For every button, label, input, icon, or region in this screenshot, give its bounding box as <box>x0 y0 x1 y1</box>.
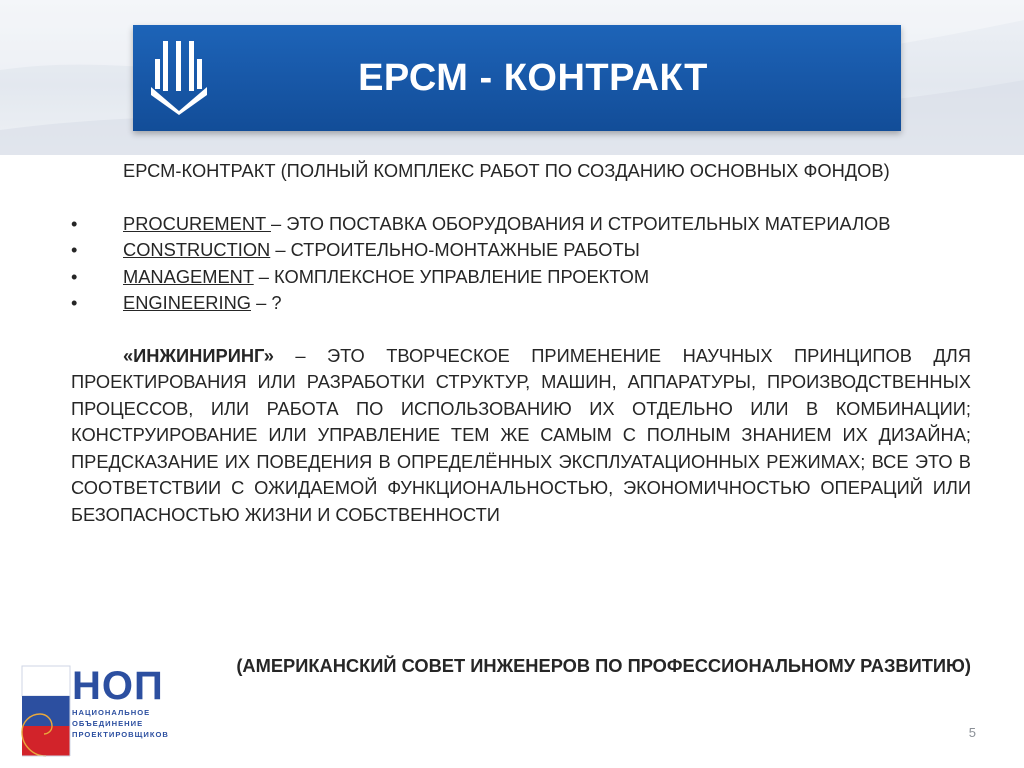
bullet-description: – СТРОИТЕЛЬНО-МОНТАЖНЫЕ РАБОТЫ <box>270 239 640 260</box>
nop-logo-line: ПРОЕКТИРОВЩИКОВ <box>72 730 169 739</box>
bullet-description: – ? <box>251 292 282 313</box>
bullet-description: – ЭТО ПОСТАВКА ОБОРУДОВАНИЯ И СТРОИТЕЛЬНЫХ МАТЕРИАЛОВ <box>270 212 891 234</box>
bullet-description: – КОМПЛЕКСНОЕ УПРАВЛЕНИЕ ПРОЕКТОМ <box>253 265 650 287</box>
definition-text: – ЭТО ТВОРЧЕСКОЕ ПРИМЕНЕНИЕ НАУЧНЫХ ПРИНЦИПОВ ДЛЯ ПРОЕКТИРОВАНИЯ ИЛИ РАЗРАБОТКИ СТРУКТУР, МАШИН, АППАРАТУРЫ, ПРОИЗВОДСТВЕННЫХ ПРОЦЕССОВ, ИЛИ РАБОТА ПО ИСПОЛЬЗОВАНИЮ ИХ ОТДЕЛЬНО ИЛИ В КОМБИНАЦИИ; КОНСТРУИРОВАНИЕ ИЛИ УПРАВЛЕНИЕ ТЕМ ЖЕ САМЫМ С ПОЛНЫМ ЗНАНИЕМ ИХ ДИЗАЙНА; ПРЕДСКАЗАНИЕ ИХ ПОВЕДЕНИЯ В ОПРЕДЕЛЁННЫХ ЭКСПЛУАТАЦИОННЫХ РЕЖИМАХ; ВСЕ ЭТО В СООТВЕТСТВИИ С ОЖИДАЕМОЙ ФУНКЦИОНАЛЬНОСТЬЮ, ЭКОНОМИЧНОСТЬЮ ОПЕРАЦИЙ ИЛИ БЕЗОПАСНОСТЬЮ ЖИЗНИ И СОБСТВЕННОСТИ <box>71 344 971 525</box>
nop-logo-abbr: НОП <box>72 664 164 708</box>
page-number: 5 <box>968 725 976 740</box>
nop-logo-caption <box>72 707 169 740</box>
definition-source: (АМЕРИКАНСКИЙ СОВЕТ ИНЖЕНЕРОВ ПО ПРОФЕССИОНАЛЬНОМУ РАЗВИТИЮ) <box>236 655 971 676</box>
bullet-marker: • <box>71 265 78 287</box>
bullet-procurement <box>71 211 971 238</box>
bullet-engineering <box>71 290 971 317</box>
slide-content <box>71 158 971 528</box>
title-banner <box>133 25 901 131</box>
nop-logo-line: НАЦИОНАЛЬНОЕ <box>72 708 151 717</box>
bullet-term: PROCUREMENT <box>123 212 271 234</box>
bullet-construction <box>71 237 971 264</box>
engineering-definition <box>71 343 971 529</box>
bullet-term: ENGINEERING <box>123 292 251 313</box>
slide-title: ЕРСМ - КОНТРАКТ <box>358 57 708 99</box>
bullet-term: CONSTRUCTION <box>123 239 271 260</box>
bullet-marker: • <box>71 292 78 313</box>
bullet-term: MANAGEMENT <box>123 265 254 287</box>
bullet-marker: • <box>71 239 78 260</box>
corporate-building-logo-icon <box>147 39 211 115</box>
nop-logo-line: ОБЪЕДИНЕНИЕ <box>72 719 144 728</box>
bullet-management <box>71 264 971 291</box>
definition-term: «ИНЖИНИРИНГ» <box>123 344 274 366</box>
intro-paragraph: ЕРСМ-КОНТРАКТ (ПОЛНЫЙ КОМПЛЕКС РАБОТ ПО СОЗДАНИЮ ОСНОВНЫХ ФОНДОВ) <box>123 160 890 181</box>
bullet-marker: • <box>71 212 78 234</box>
